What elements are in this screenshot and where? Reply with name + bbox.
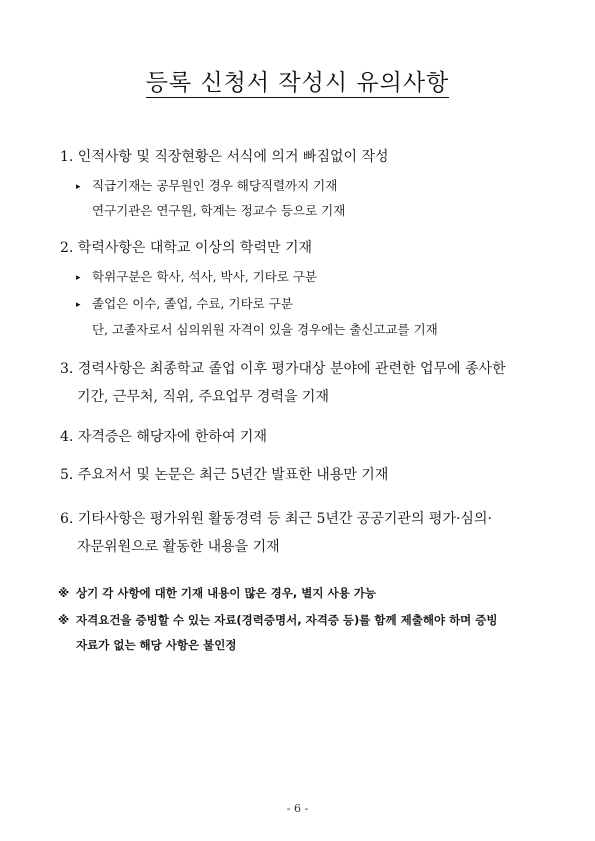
item-6-continuation: 자문위원으로 활동한 내용을 기재 [77,539,280,555]
note-2-continuation: 자료가 없는 해당 사항은 불인정 [76,638,237,652]
page-number: - 6 - [286,802,309,815]
item-1-sub-1: ▸ 직급기재는 공무원인 경우 해당직렬까지 기재 [76,178,338,193]
document-title: 등록 신청서 작성시 유의사항 [145,70,450,96]
note-1: ※ 상기 각 사항에 대한 기재 내용이 많은 경우, 별지 사용 가능 [58,586,376,600]
reference-mark-icon: ※ [58,586,70,600]
item-2: 2. 학력사항은 대학교 이상의 학력만 기재 [60,240,312,256]
item-3-continuation: 기간, 근무처, 직위, 주요업무 경력을 기재 [77,389,329,405]
note-2: ※ 자격요건을 증빙할 수 있는 자료(경력증명서, 자격증 등)를 함께 제출해야 하며 증빙 [58,613,498,627]
reference-mark-icon: ※ [58,613,70,627]
bullet-icon: ▸ [76,182,81,192]
bullet-icon: ▸ [76,300,81,310]
bullet-icon: ▸ [76,273,81,283]
item-3: 3. 경력사항은 최종학교 졸업 이후 평가대상 분야에 관련한 업무에 종사한 [60,361,506,377]
item-1-continuation: 연구기관은 연구원, 학계는 정교수 등으로 기재 [92,203,346,218]
item-2-sub-2: ▸ 졸업은 이수, 졸업, 수료, 기타로 구분 [76,296,293,311]
item-2-continuation: 단, 고졸자로서 심의위원 자격이 있을 경우에는 출신고교를 기재 [92,322,438,337]
item-2-sub-1: ▸ 학위구분은 학사, 석사, 박사, 기타로 구분 [76,269,317,284]
item-1: 1. 인적사항 및 직장현황은 서식에 의거 빠짐없이 작성 [60,149,389,165]
item-6: 6. 기타사항은 평가위원 활동경력 등 최근 5년간 공공기관의 평가·심의· [60,511,492,527]
item-5: 5. 주요저서 및 논문은 최근 5년간 발표한 내용만 기재 [60,467,389,483]
item-4: 4. 자격증은 해당자에 한하여 기재 [60,429,267,445]
